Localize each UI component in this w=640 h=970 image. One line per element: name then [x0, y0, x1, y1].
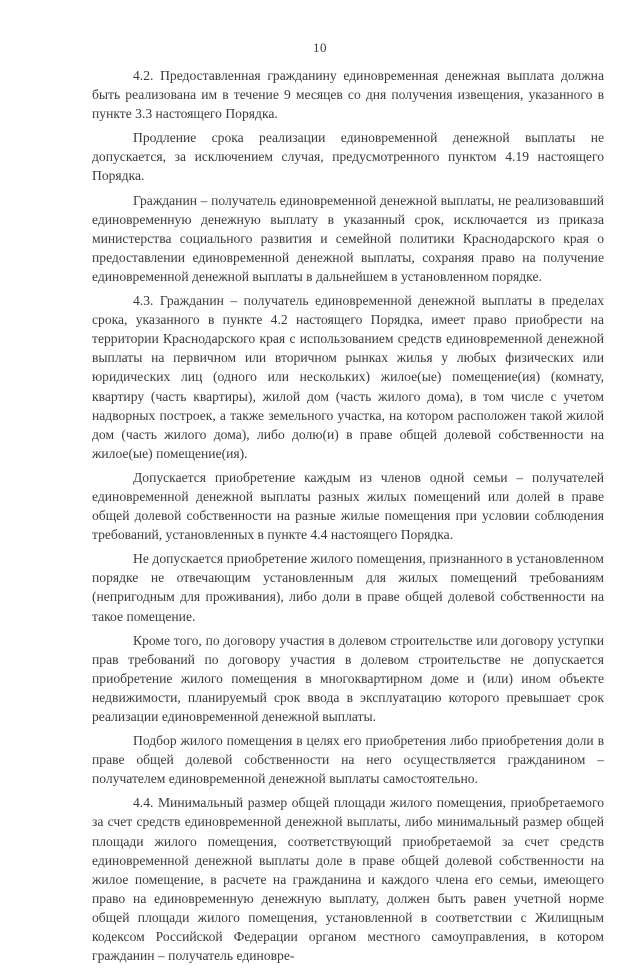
document-body: [92, 66, 604, 970]
page-number: 10: [313, 40, 327, 55]
paragraph-unfit-housing: Не допускается приобретение жилого помещения, признанного в установленном порядке не отвечающим установленным для жилых помещений требованиям (непригодным для проживания), либо доли в праве общей долевой собственности на такое помещение.: [92, 551, 604, 624]
paragraph-4-4: 4.4. Минимальный размер общей площади жилого помещения, приобретаемого за счет средств единовременной денежной выплаты, либо минимальный размер общей площади жилого помещения, соответствующий приобретаемой за счет средств единовременной денежной выплаты доле в праве общей долевой собственности на жилое помещение, в расчете на гражданина и каждого члена его семьи, имеющего право на единовременную денежную выплату, должен быть равен учетной норме общей площади жилого помещения, установленной в соответствии с Жилищным кодексом Российской Федерации органом местного самоуправления, в котором гражданин – получатель единовре-: [92, 795, 604, 964]
paragraph-4-3: 4.3. Гражданин – получатель единовременной денежной выплаты в пределах срока, указанного в пункте 4.2 настоящего Порядка, имеет право приобрести на территории Краснодарского края с использованием средств единовременной денежной выплаты на первичном или вторичном рынках жилья у любых физических или юридических лиц (одного или нескольких) жилое(ые) помещение(ия) (комнату, квартиру (часть квартиры), жилой дом (часть жилого дома), в том числе с учетом надворных построек, а также земельного участка, на котором расположен такой жилой дом (часть жилого дома), либо долю(и) в праве общей долевой собственности на жилое(ые) помещение(ия).: [92, 293, 604, 461]
paragraph-shared-construction: Кроме того, по договору участия в долевом строительстве или договору уступки прав требований по договору участия в долевом строительстве не допускается приобретение жилого помещения в многоквартирном доме и (или) ином объекте недвижимости, планируемый срок ввода в эксплуатацию которого превышает срок реализации единовременной денежной выплаты.: [92, 632, 604, 724]
paragraph-family-members: Допускается приобретение каждым из членов одной семьи – получателей единовременной денежной выплаты разных жилых помещений или долей в праве общей долевой собственности на разные жилые помещения при условии соблюдения требований, установленных в пункте 4.4 настоящего Порядка.: [92, 469, 604, 543]
paragraph-extension: Продление срока реализации единовременной денежной выплаты не допускается, за исключением случая, предусмотренного пунктом 4.19 настоящего Порядка.: [92, 130, 604, 184]
paragraph-exclusion: Гражданин – получатель единовременной денежной выплаты, не реализовавший единовременную денежную выплату в указанный срок, исключается из приказа министерства социального развития и семейной политики Краснодарского края о предоставлении единовременной денежной выплаты, сохраняя право на получение единовременной денежной выплаты в дальнейшем в установленном порядке.: [92, 192, 604, 284]
paragraph-selection: Подбор жилого помещения в целях его приобретения либо приобретения доли в праве общей долевой собственности на него осуществляется гражданином – получателем единовременной денежной выплаты самостоятельно.: [92, 733, 604, 787]
paragraph-4-2: 4.2. Предоставленная гражданину единовременная денежная выплата должна быть реализована им в течение 9 месяцев со дня получения извещения, указанного в пункте 3.3 настоящего Порядка.: [92, 68, 604, 122]
